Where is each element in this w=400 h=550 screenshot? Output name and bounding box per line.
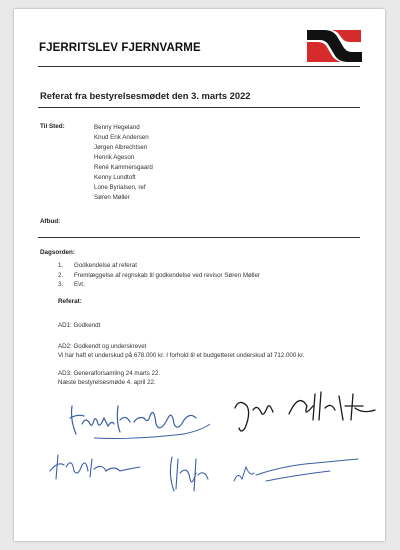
attendance-label: Til Sted:	[40, 123, 65, 130]
agenda-divider	[38, 237, 360, 238]
list-item: Lone Byrialsen, ref	[94, 184, 146, 191]
agenda-item: 2. Fremlæggelse af regnskab til godkendelse ved revisor Søren Møller	[58, 271, 261, 279]
minutes-ad2-title: AD2: Godkendt og underskrevet	[58, 343, 147, 350]
list-item: Kenny Lundtoft	[94, 174, 136, 181]
minutes-label: Referat:	[58, 298, 82, 305]
header-divider	[38, 66, 360, 67]
minutes-ad2-text: Vi har haft et underskud på 678.000 kr. I forhold til et budgetteret underskud af 712.000 kr.	[58, 352, 305, 359]
fjerritslev-fjernvarme-logo	[304, 28, 364, 64]
minutes-ad3-line2: Næste bestyrelsesmøde 4. april 22.	[58, 379, 156, 386]
title-divider	[38, 107, 360, 108]
list-item: Jørgen Albrechtsen	[94, 144, 148, 151]
minutes-ad1: AD1: Godkendt	[58, 322, 101, 329]
document-page	[14, 9, 385, 541]
agenda-item: 3. Evt.	[58, 281, 85, 288]
list-item: René Kammersgaard	[94, 164, 153, 171]
agenda-item: 1. Godkendelse af referat	[58, 262, 137, 269]
signature-4	[160, 451, 215, 496]
signature-2	[229, 384, 379, 439]
list-item: Benny Hegeland	[94, 124, 140, 131]
list-item: Henrik Ageson	[94, 154, 135, 161]
attendance-list	[94, 123, 153, 203]
organization-name: FJERRITSLEV FJERNVARME	[39, 42, 201, 54]
absent-label: Afbud:	[40, 218, 61, 225]
signature-3	[44, 449, 154, 484]
minutes-ad3-line1: AD3: Generalforsamling 24 marts 22.	[58, 370, 161, 377]
list-item: Søren Møller	[94, 194, 130, 201]
meeting-title: Referat fra bestyrelsesmødet den 3. marts 2022	[40, 90, 251, 101]
signature-1	[64, 394, 214, 444]
list-item: Knud Erik Andersen	[94, 134, 149, 141]
agenda-label: Dagsorden:	[40, 249, 75, 256]
agenda-list	[58, 261, 260, 290]
signature-5	[226, 451, 366, 491]
